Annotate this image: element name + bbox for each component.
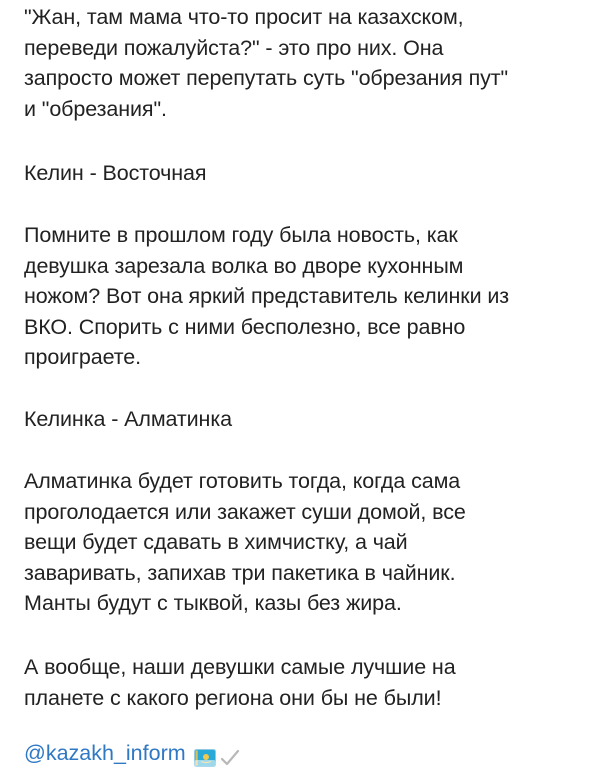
section-heading-eastern: [24, 158, 206, 189]
heading-text: Келинка - Алматинка: [24, 407, 232, 431]
text-line: А вообще, наши девушки самые лучшие на: [24, 655, 456, 679]
heading-text: Келин - Восточная: [24, 161, 207, 185]
text-line: вещи будет сдавать в химчистку, а чай: [24, 530, 408, 554]
text-line: ножом? Вот она яркий представитель келинки из: [24, 284, 510, 308]
signature: [24, 738, 241, 768]
kazakhstan-flag-icon: [194, 745, 216, 763]
text-line: запросто может перепутать суть "обрезания пут": [24, 66, 509, 90]
text-line: девушка зарезала волка во дворе кухонным: [24, 253, 464, 278]
paragraph-conclusion: [24, 652, 456, 713]
text-line: заваривать, запихав три пакетика в чайник.: [24, 560, 456, 585]
paragraph-almaty: [24, 466, 466, 619]
text-line: и "обрезания".: [24, 96, 167, 121]
paragraph-eastern: [24, 220, 509, 373]
text-line: Алматинка будет готовить тогда, когда сама: [24, 469, 461, 493]
text-line: Помните в прошлом году была новость, как: [24, 223, 458, 247]
text-line: проиграете.: [24, 345, 142, 369]
check-mark-icon: [219, 745, 241, 763]
channel-handle-link[interactable]: @kazakh_inform: [24, 741, 186, 765]
text-line: Манты будут с тыквой, казы без жира.: [24, 591, 402, 615]
text-line: проголодается или закажет суши домой, все: [24, 499, 466, 524]
text-line: переведи пожалуйста?" - это про них. Она: [24, 35, 444, 60]
paragraph-translation-joke: [24, 2, 508, 124]
text-line: планете с какого региона они бы не были!: [24, 685, 442, 710]
text-line: ВКО. Спорить с ними бесполезно, все равно: [24, 314, 466, 339]
section-heading-almaty: [24, 404, 232, 435]
text-line: "Жан, там мама что-то просит на казахском,: [24, 5, 464, 29]
